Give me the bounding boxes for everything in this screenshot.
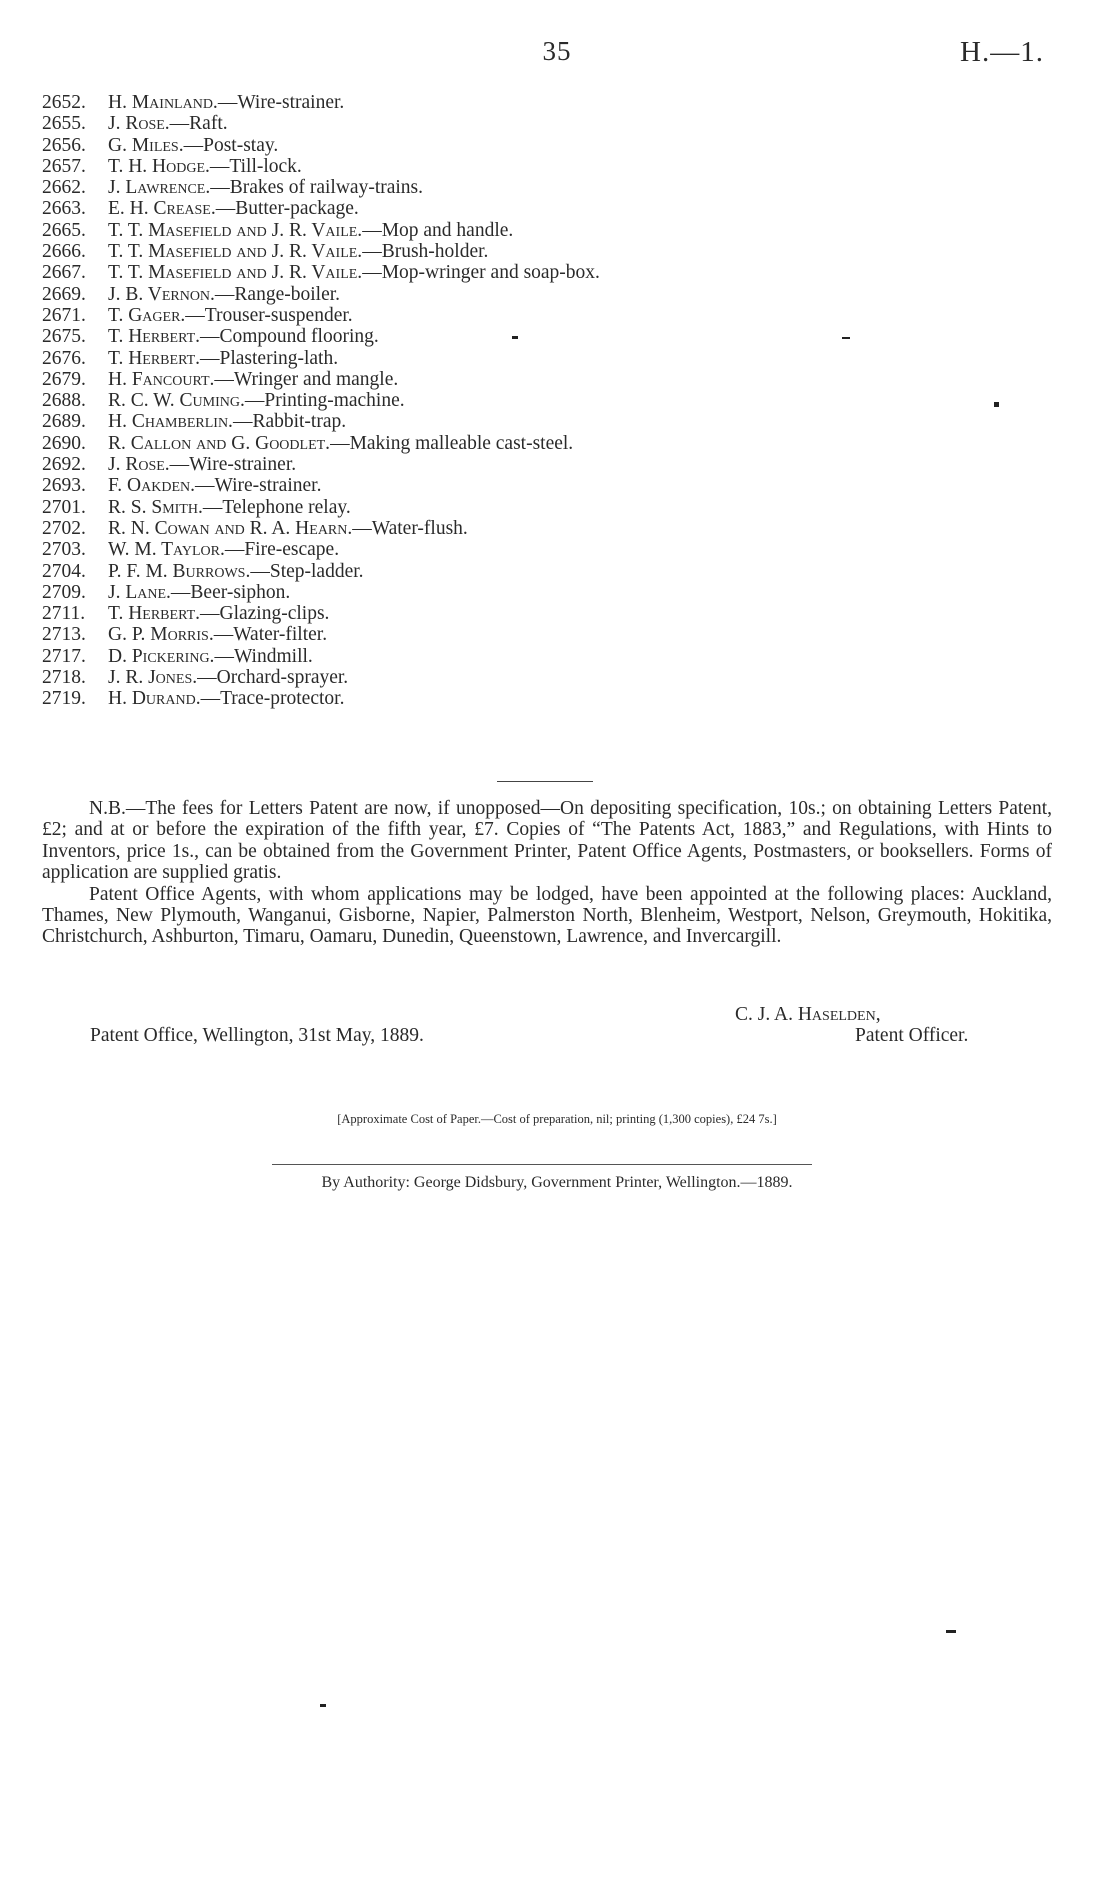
patent-entry <box>42 561 1022 582</box>
section-divider <box>497 781 593 782</box>
application-number: 2666. <box>42 241 86 263</box>
applicant-name: T. Herbert. <box>108 347 200 369</box>
applicant-name: J. Lane. <box>108 581 171 603</box>
invention-title: —Trace-protector. <box>200 688 345 710</box>
application-number: 2693. <box>42 475 86 497</box>
applicant-name: T. Herbert. <box>108 326 200 348</box>
invention-title: —Wringer and mangle. <box>214 368 399 390</box>
application-number: 2665. <box>42 219 86 241</box>
applicant-name: T. H. Hodge. <box>108 155 210 177</box>
application-number: 2709. <box>42 581 86 603</box>
application-number: 2688. <box>42 390 86 412</box>
patent-entry <box>42 220 1022 241</box>
application-number: 2671. <box>42 304 86 326</box>
invention-title: —Glazing-clips. <box>200 603 330 625</box>
application-number: 2702. <box>42 517 86 539</box>
application-number: 2655. <box>42 113 86 135</box>
patent-entry <box>42 113 1022 134</box>
invention-title: —Plastering-lath. <box>200 347 339 369</box>
application-number: 2703. <box>42 539 86 561</box>
applicant-name: J. Lawrence. <box>108 177 211 199</box>
applicant-name: H. Chamberlin. <box>108 411 233 433</box>
scan-speck <box>946 1630 956 1633</box>
applicant-name: H. Mainland. <box>108 92 218 113</box>
application-number: 2689. <box>42 411 86 433</box>
patent-entry <box>42 411 1022 432</box>
scan-speck <box>842 337 850 339</box>
application-number: 2713. <box>42 624 86 646</box>
applicant-name: T. T. Masefield and J. R. Vaile. <box>108 219 363 241</box>
invention-title: —Water-flush. <box>352 517 468 539</box>
application-number: 2690. <box>42 432 86 454</box>
patent-entry <box>42 582 1022 603</box>
patent-entry <box>42 603 1022 624</box>
document-reference: H.—1. <box>960 36 1044 68</box>
patent-entry <box>42 241 1022 262</box>
patent-entry <box>42 433 1022 454</box>
applicant-name: J. Rose. <box>108 113 170 135</box>
patent-entry <box>42 92 1022 113</box>
invention-title: —Printing-machine. <box>244 390 405 412</box>
applicant-name: W. M. Taylor. <box>108 539 225 561</box>
invention-title: —Wire-strainer. <box>194 475 322 497</box>
invention-title: —Raft. <box>169 113 228 135</box>
applicant-name: F. Oakden. <box>108 475 195 497</box>
invention-title: —Water-filter. <box>213 624 328 646</box>
patent-entry <box>42 390 1022 411</box>
invention-title: —Making malleable cast-steel. <box>330 432 574 454</box>
application-number: 2717. <box>42 645 86 667</box>
application-number: 2692. <box>42 454 86 476</box>
applicant-name: R. C. W. Cuming. <box>108 390 245 412</box>
patent-entry <box>42 305 1022 326</box>
patent-entry <box>42 624 1022 645</box>
scan-speck <box>994 402 999 407</box>
applicant-name: T. T. Masefield and J. R. Vaile. <box>108 262 363 284</box>
invention-title: —Range-boiler. <box>214 283 341 305</box>
applicant-name: P. F. M. Burrows. <box>108 560 251 582</box>
invention-title: —Rabbit-trap. <box>232 411 347 433</box>
application-number: 2679. <box>42 368 86 390</box>
invention-title: —Fire-escape. <box>224 539 340 561</box>
patent-entry <box>42 518 1022 539</box>
applicant-name: T. Gager. <box>108 304 186 326</box>
patent-entry <box>42 348 1022 369</box>
patent-entry <box>42 262 1022 283</box>
application-number: 2676. <box>42 347 86 369</box>
place-date: Patent Office, Wellington, 31st May, 1889. <box>90 1025 424 1046</box>
application-number: 2675. <box>42 326 86 348</box>
signatory-title: Patent Officer. <box>855 1025 969 1046</box>
patent-entry <box>42 497 1022 518</box>
invention-title: —Wire-strainer. <box>217 92 345 113</box>
invention-title: —Orchard-sprayer. <box>197 667 349 689</box>
patent-list <box>42 92 1022 710</box>
application-number: 2667. <box>42 262 86 284</box>
invention-title: —Wire-strainer. <box>169 454 297 476</box>
applicant-name: H. Durand. <box>108 688 201 710</box>
application-number: 2718. <box>42 667 86 689</box>
applicant-name: T. Herbert. <box>108 603 200 625</box>
invention-title: —Beer-siphon. <box>170 581 291 603</box>
invention-title: —Trouser-suspender. <box>185 304 353 326</box>
application-number: 2719. <box>42 688 86 710</box>
application-number: 2656. <box>42 134 86 156</box>
applicant-name: D. Pickering. <box>108 645 215 667</box>
invention-title: —Till-lock. <box>209 155 302 177</box>
applicant-name: H. Fancourt. <box>108 368 215 390</box>
application-number: 2704. <box>42 560 86 582</box>
patent-entry <box>42 475 1022 496</box>
patent-entry <box>42 198 1022 219</box>
patent-entry <box>42 177 1022 198</box>
applicant-name: J. Rose. <box>108 454 170 476</box>
application-number: 2657. <box>42 155 86 177</box>
patent-entry <box>42 369 1022 390</box>
scan-speck <box>320 1704 326 1707</box>
invention-title: —Post-stay. <box>183 134 279 156</box>
footer-divider <box>272 1164 812 1165</box>
invention-title: —Mop-wringer and soap-box. <box>362 262 600 284</box>
applicant-name: J. R. Jones. <box>108 667 198 689</box>
page-number: 35 <box>542 36 572 66</box>
application-number: 2662. <box>42 177 86 199</box>
invention-title: —Mop and handle. <box>362 219 514 241</box>
invention-title: —Telephone relay. <box>202 496 351 518</box>
invention-title: —Brush-holder. <box>362 241 489 263</box>
patent-entry <box>42 135 1022 156</box>
patent-entry <box>42 454 1022 475</box>
cost-note: [Approximate Cost of Paper.—Cost of preparation, nil; printing (1,300 copies), £24 7s.] <box>337 1112 777 1126</box>
invention-title: —Butter-package. <box>215 198 359 220</box>
applicant-name: T. T. Masefield and J. R. Vaile. <box>108 241 363 263</box>
invention-title: —Brakes of railway-trains. <box>210 177 424 199</box>
applicant-name: R. Callon and G. Goodlet. <box>108 432 331 454</box>
patent-entry <box>42 667 1022 688</box>
applicant-name: R. S. Smith. <box>108 496 203 518</box>
application-number: 2711. <box>42 603 86 625</box>
application-number: 2669. <box>42 283 86 305</box>
applicant-name: G. Miles. <box>108 134 184 156</box>
applicant-name: G. P. Morris. <box>108 624 214 646</box>
patent-entry <box>42 646 1022 667</box>
applicant-name: J. B. Vernon. <box>108 283 215 305</box>
application-number: 2701. <box>42 496 86 518</box>
applicant-name: E. H. Crease. <box>108 198 216 220</box>
invention-title: —Compound flooring. <box>200 326 379 348</box>
patent-entry <box>42 688 1022 709</box>
patent-entry <box>42 156 1022 177</box>
fees-note: N.B.—The fees for Letters Patent are now, if unopposed—On depositing specification, 10s.; on obtaining Letters Patent, £2; and at or before the expiration of the fifth year, £7. Copies of “The Patents Act, 1883,” and Regulations, with Hints to Inventors, price 1s., can be obtained from the Government Printer, Patent Office Agents, Postmasters, or booksellers. Forms of application are supplied gratis. <box>42 798 1052 884</box>
signatory-name: C. J. A. Haselden, <box>735 1004 881 1025</box>
invention-title: —Step-ladder. <box>250 560 364 582</box>
patent-entry <box>42 326 1022 347</box>
authority-line: By Authority: George Didsbury, Government Printer, Wellington.—1889. <box>321 1174 793 1191</box>
invention-title: —Windmill. <box>214 645 313 667</box>
agents-note: Patent Office Agents, with whom applications may be lodged, have been appointed at the following places: Auckland, Thames, New Plymouth, Wanganui, Gisborne, Napier, Palmerston North, Blenheim, Westport, Nelson, Greymouth, Hokitika, Christchurch, Ashburton, Timaru, Oamaru, Dunedin, Queenstown, Lawrence, and Invercargill. <box>42 883 1052 948</box>
notes-section <box>42 798 1052 948</box>
applicant-name: R. N. Cowan and R. A. Hearn. <box>108 517 353 539</box>
patent-entry <box>42 284 1022 305</box>
application-number: 2663. <box>42 198 86 220</box>
application-number: 2652. <box>42 92 86 113</box>
scan-speck <box>512 336 518 339</box>
patent-entry <box>42 539 1022 560</box>
